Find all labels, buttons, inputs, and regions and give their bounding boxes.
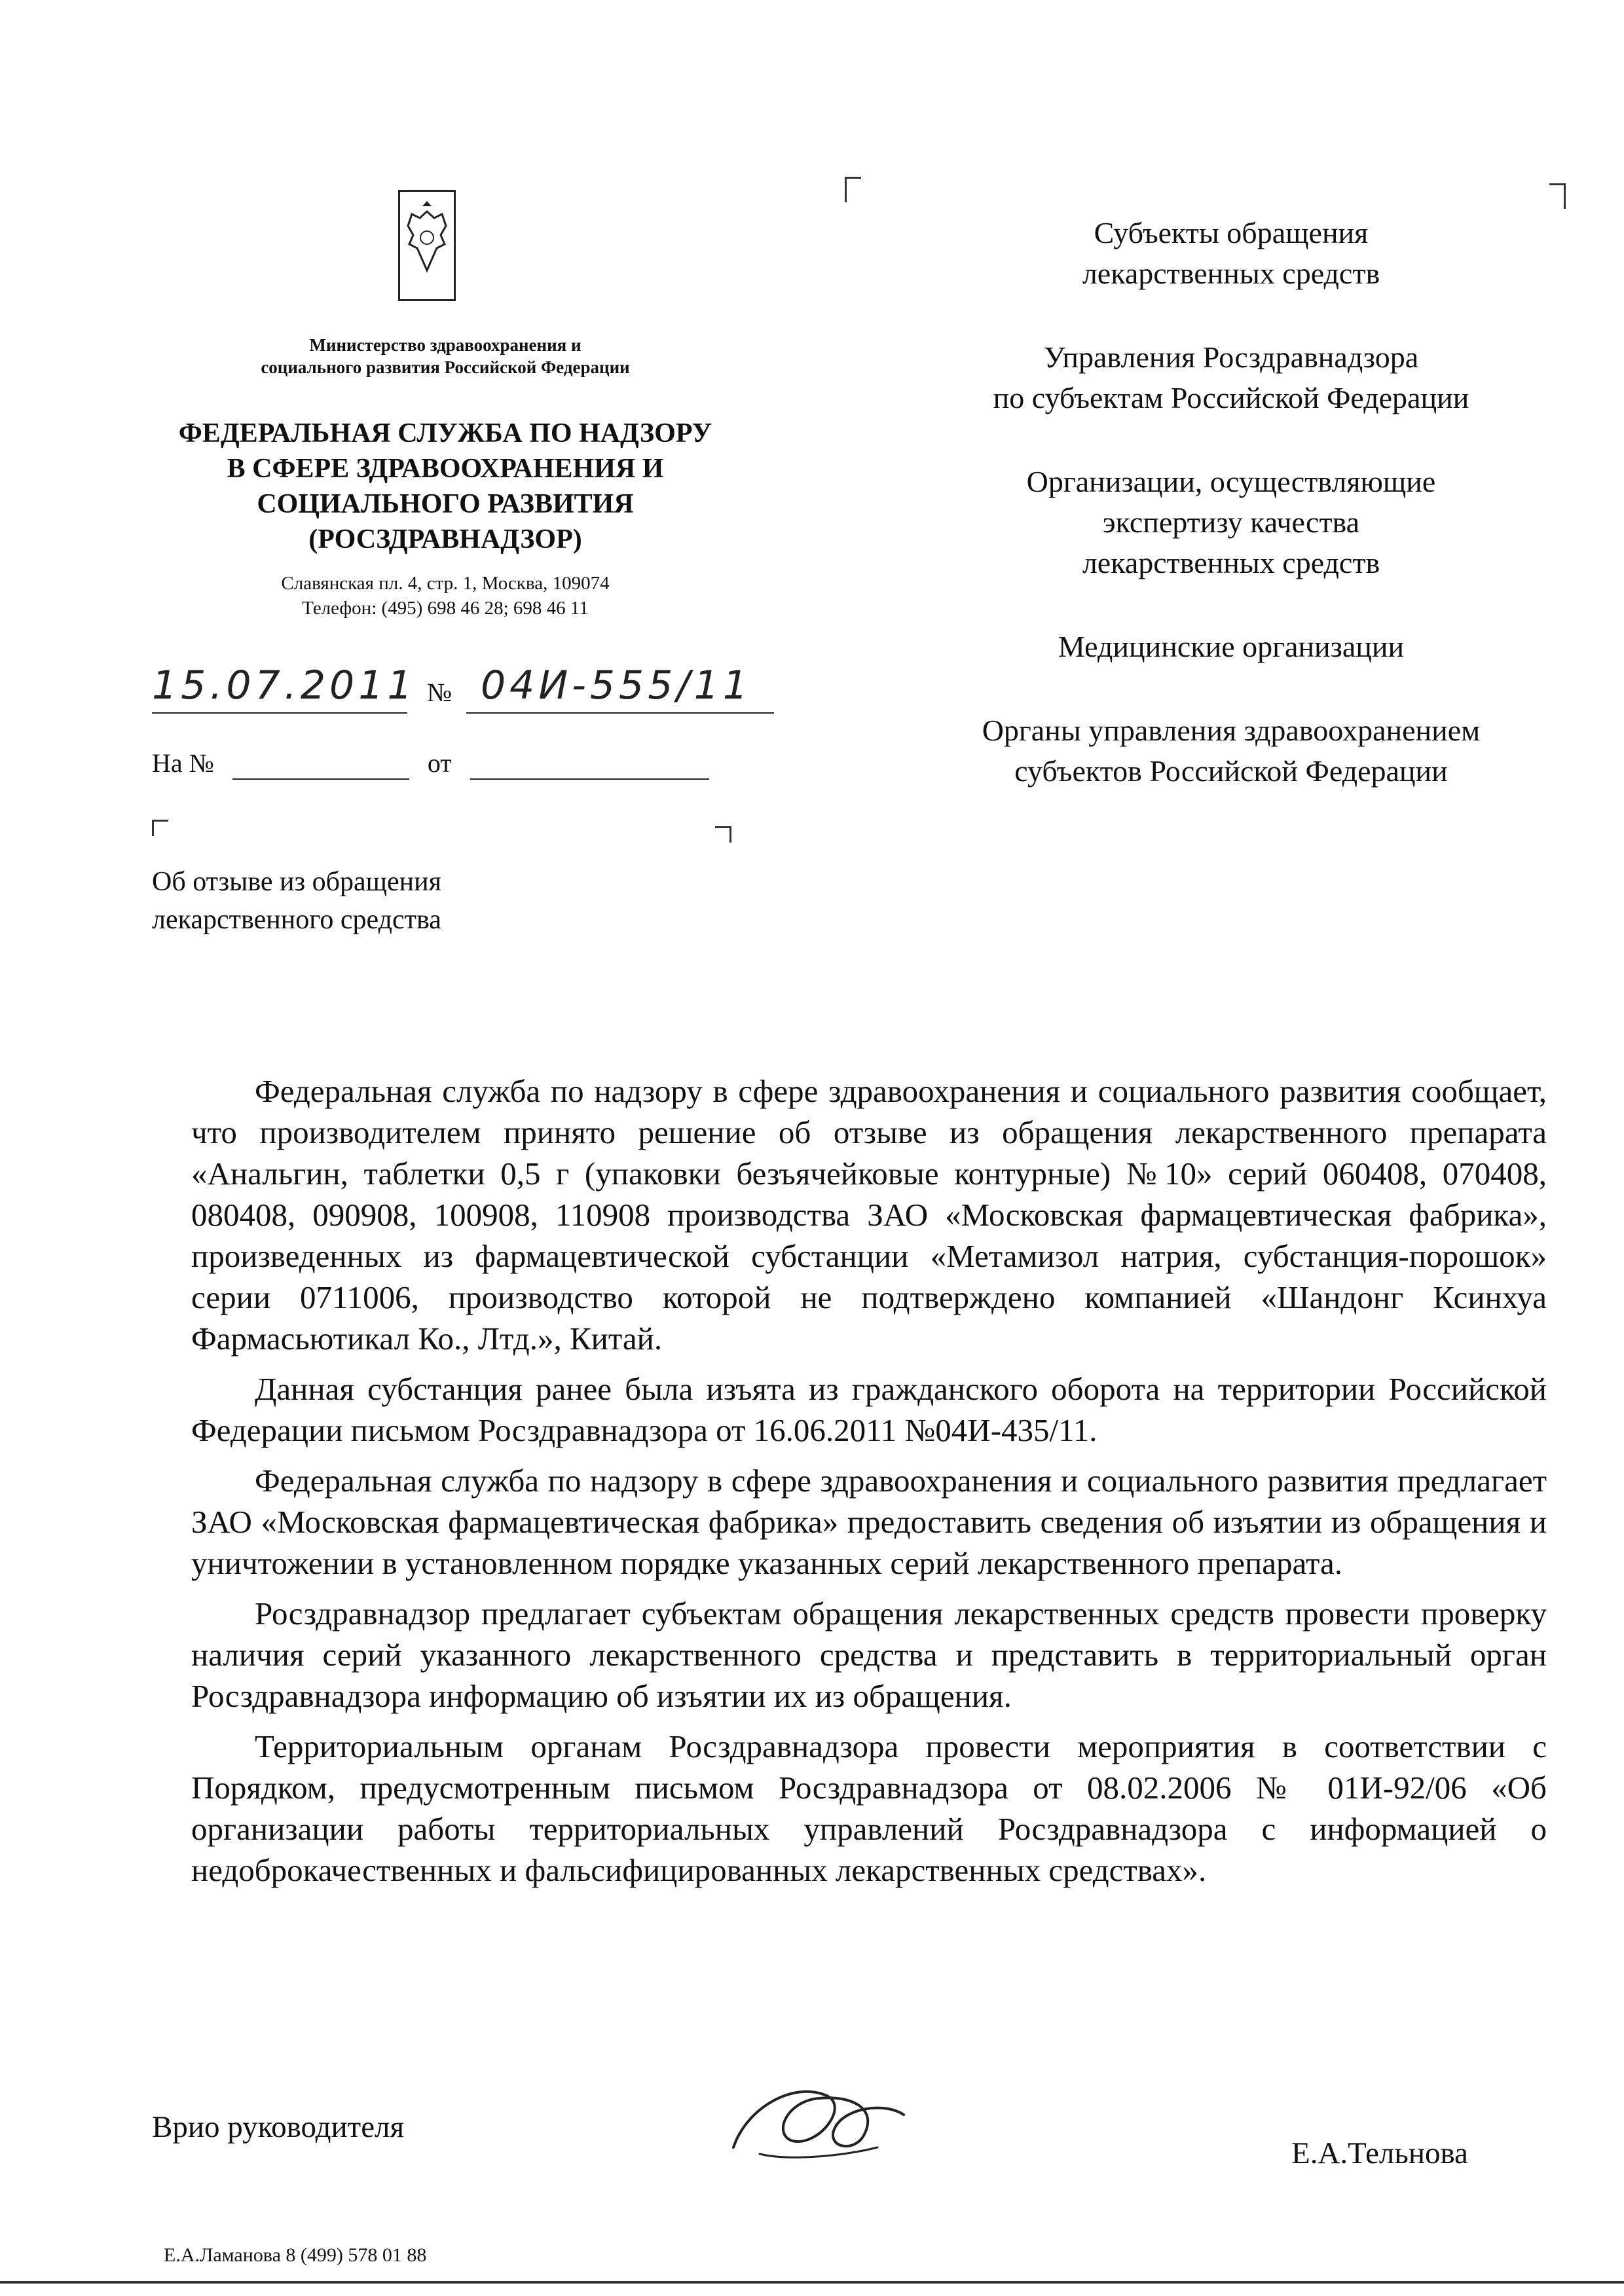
reply-from-label: от — [427, 748, 452, 778]
reply-date-blank — [470, 748, 709, 780]
addressee-bracket-right — [1549, 183, 1566, 209]
letter-subject — [152, 863, 610, 939]
agency-address: Славянская пл. 4, стр. 1, Москва, 109074 — [281, 573, 610, 594]
agency-phone: Телефон: (495) 698 46 28; 698 46 11 — [302, 598, 589, 619]
addressee-group — [904, 462, 1559, 583]
addressee-line: Управления Росздравнадзора — [1043, 340, 1419, 374]
registration-row — [152, 663, 781, 721]
date-underline — [152, 712, 407, 714]
addressee-line: лекарственных средств — [1082, 546, 1380, 579]
letter-body — [191, 1070, 1547, 1900]
signatory-position: Врио руководителя — [152, 2110, 405, 2144]
body-paragraph: Федеральная служба по надзору в сфере здравоохранения и социального развития предлагает ЗАО «Московская фармацевтическая фабрика» предоставить сведения об изъятии из обращения и уничтожении в установленном порядке указанных серий лекарственного препарата. — [191, 1463, 1547, 1581]
addressee-line: Органы управления здравоохранением — [982, 714, 1481, 747]
addressee-list — [904, 213, 1559, 835]
subject-bracket-left — [152, 820, 168, 836]
ministry-line: Министерство здравоохранения и — [309, 335, 581, 355]
addressee-line: Медицинские организации — [1058, 630, 1405, 663]
subject-line: Об отзыве из обращения — [152, 867, 441, 897]
addressee-line: по субъектам Российской Федерации — [993, 381, 1469, 414]
body-paragraph: Федеральная служба по надзору в сфере здравоохранения и социального развития сообщает, что производителем принято решение об отзыве из обращения лекарственного препарата «Анальгин, таблетки 0,5 г (упаковки безъячейковые контурные) №10» серий 060408, 070408, 080408, 090908, 100908, 110908 производства ЗАО «Московская фармацевтическая фабрика», произведенных из фармацевтической субстанции «Метамизол натрия, субстанция-порошок» серии 0711006, производство которой не подтверждено компанией «Шандонг Ксинхуа Фармасьютикал Ко., Лтд.», Китай. — [191, 1073, 1547, 1357]
reply-number-label: На № — [152, 748, 214, 778]
agency-line: ФЕДЕРАЛЬНАЯ СЛУЖБА ПО НАДЗОРУ — [178, 418, 712, 448]
handwritten-signature — [720, 2069, 917, 2174]
addressee-line: Субъекты обращения — [1094, 216, 1369, 249]
body-paragraph: Росздравнадзор предлагает субъектам обращения лекарственных средств провести проверку наличия серий указанного лекарственного средства и представить в территориальный орган Росздравнадзора информацию об изъятии их из обращения. — [191, 1595, 1547, 1714]
coat-of-arms-emblem — [398, 190, 456, 301]
addressee-group — [904, 627, 1559, 667]
executor-contact: Е.А.Ламанова 8 (499) 578 01 88 — [164, 2244, 427, 2266]
reply-number-blank — [232, 748, 409, 780]
ministry-line: социального развития Российской Федерации — [261, 357, 630, 377]
registration-number: 04И-555/11 — [481, 663, 752, 708]
subject-line: лекарственного средства — [152, 905, 441, 935]
agency-contacts — [196, 571, 694, 621]
signatory-name: Е.А.Тельнова — [1291, 2136, 1468, 2170]
addressee-group — [904, 710, 1559, 792]
number-label: № — [427, 678, 452, 707]
ministry-name — [196, 334, 694, 378]
page-bottom-rule — [0, 2281, 1624, 2284]
addressee-line: лекарственных средств — [1082, 257, 1380, 290]
registration-date: 15.07.2011 — [152, 663, 416, 708]
subject-bracket-right — [715, 826, 731, 843]
body-paragraph: Территориальным органам Росздравнадзора провести мероприятия в соответствии с Порядком, предусмотренным письмом Росздравнадзора от 08.02.2006 № 01И-92/06 «Об организации работы территориальных управлений Росздравнадзора с информацией о недоброкачественных и фальсифицированных лекарственных средствах». — [191, 1728, 1547, 1888]
addressee-group — [904, 213, 1559, 294]
agency-line: В СФЕРЕ ЗДРАВООХРАНЕНИЯ И — [227, 454, 664, 484]
addressee-line: Организации, осуществляющие — [1026, 465, 1436, 498]
addressee-bracket-left — [845, 177, 861, 202]
agency-line: СОЦИАЛЬНОГО РАЗВИТИЯ — [257, 489, 634, 519]
coat-of-arms-icon — [400, 192, 454, 299]
reply-reference-row — [152, 748, 709, 780]
addressee-group — [904, 337, 1559, 418]
agency-name — [124, 416, 766, 557]
number-underline — [466, 712, 774, 714]
body-paragraph: Данная субстанция ранее была изъята из гражданского оборота на территории Российской Федерации письмом Росздравнадзора от 16.06.2011 №04И-435/11. — [191, 1371, 1547, 1448]
handwritten-signature-icon — [720, 2069, 917, 2174]
agency-line: (РОСЗДРАВНАДЗОР) — [308, 524, 582, 555]
addressee-line: субъектов Российской Федерации — [1014, 754, 1448, 788]
addressee-line: экспертизу качества — [1102, 505, 1360, 539]
